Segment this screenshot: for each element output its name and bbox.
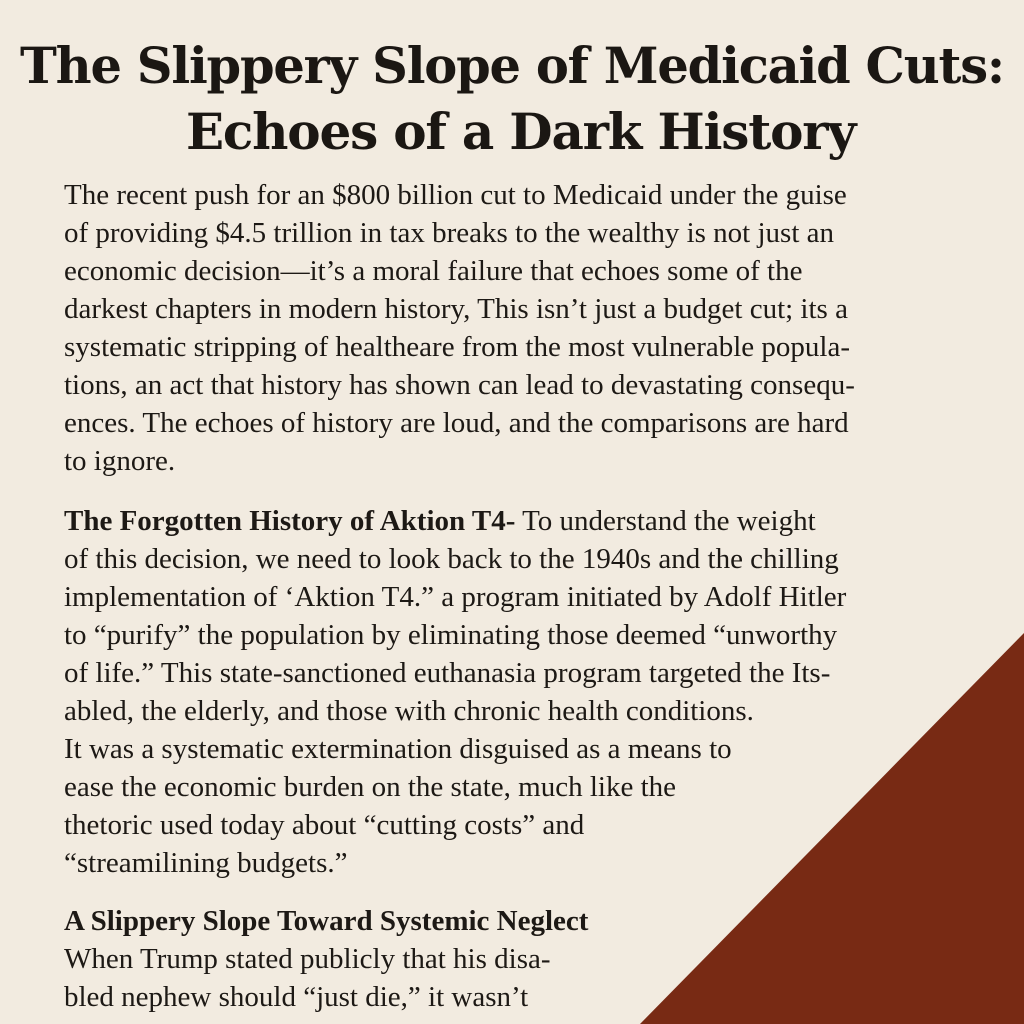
section-line: to “purify” the population by eliminating those deemed “unworthy — [64, 619, 838, 651]
section-line: When Trump stated publicly that his disa- — [64, 943, 551, 975]
section-line: “streamilining budgets.” — [64, 847, 348, 879]
page-title-line-1: The Slippery Slope of Medicaid Cuts: — [20, 37, 1004, 95]
intro-line: to ignore. — [64, 445, 176, 477]
section-line: abled, the elderly, and those with chronic health conditions. — [64, 695, 754, 727]
section-text: To understand the weight — [515, 505, 816, 537]
section-line: of life.” This state-sanctioned euthanasia program targeted the Its- — [64, 657, 831, 689]
section-line: implementation of ‘Aktion T4.” a program initiated by Adolf Hitler — [64, 581, 847, 613]
section-line: bled nephew should “just die,” it wasn’t — [64, 981, 529, 1013]
section-first-line — [64, 504, 816, 538]
intro-line: economic decision—it’s a moral failure that echoes some of the — [64, 255, 803, 287]
page-title-line-2: Echoes of a Dark History — [186, 102, 856, 161]
section-line: It was a systematic extermination disguised as a means to — [64, 733, 732, 765]
intro-line: ences. The echoes of history are loud, and the comparisons are hard — [64, 407, 849, 439]
section-line: of this decision, we need to look back to the 1940s and the chilling — [64, 543, 839, 575]
intro-line: tions, an act that history has shown can lead to devastating consequ- — [64, 369, 855, 401]
section-line: ease the economic burden on the state, much like the — [64, 771, 677, 803]
section-line: thetoric used today about “cutting costs” and — [64, 809, 585, 841]
section-heading-aktion-t4: The Forgotten History of Aktion T4- — [64, 505, 516, 537]
intro-line: of providing $4.5 trillion in tax breaks to the wealthy is not just an — [64, 217, 835, 249]
intro-line: darkest chapters in modern history, This isn’t just a budget cut; its a — [64, 293, 848, 325]
section-heading-slippery-slope: A Slippery Slope Toward Systemic Neglect — [64, 905, 589, 937]
intro-line: systematic stripping of healtheare from the most vulnerable popula- — [64, 331, 850, 363]
intro-line: The recent push for an $800 billion cut to Medicaid under the guise — [64, 179, 847, 211]
